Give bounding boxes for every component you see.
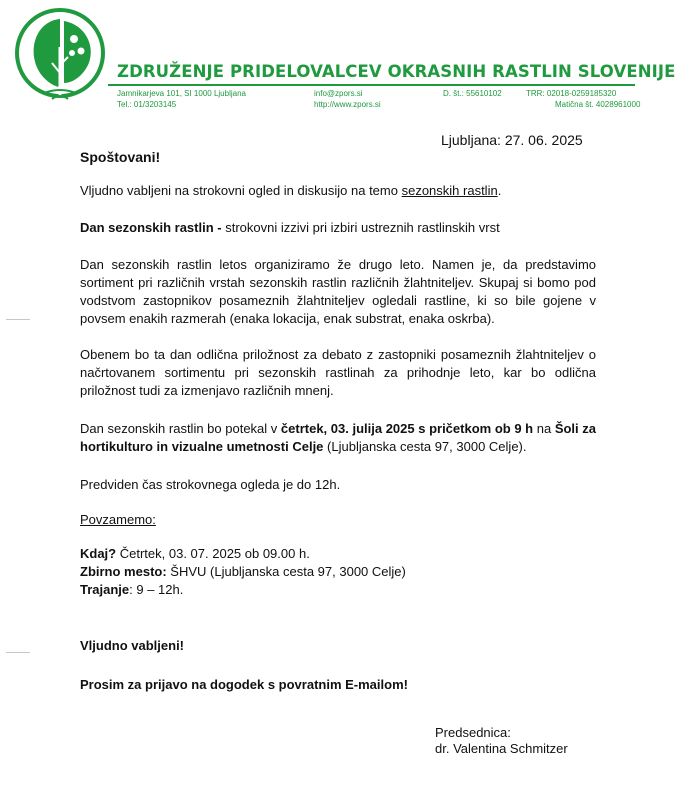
rsvp-request: Prosim za prijavo na dogodek s povratnim E-mailom!: [80, 677, 408, 692]
summary-when: Kdaj? Četrtek, 03. 07. 2025 ob 09.00 h.: [80, 546, 310, 561]
bank-account: TRR: 02018-0259185320: [526, 89, 617, 98]
paragraph-2: Obenem bo ta dan odlična priložnost za debato z zastopniki posameznih žlahtniteljev o načrtovanem sortimentu pri sezonskih rastlinah za prihodnje leto, kar bo odlična priložnost tudi za izmenjavo različnih mnenj.: [80, 347, 596, 398]
registration-number: Matična št. 4028961000: [555, 100, 641, 109]
signature-name: dr. Valentina Schmitzer: [435, 741, 568, 756]
signature-title: Predsednica:: [435, 725, 511, 740]
margin-mark: [6, 319, 30, 320]
email-link[interactable]: info@zpors.si: [314, 89, 363, 98]
summary-heading: Povzamemo:: [80, 512, 156, 527]
logo-leaf-right: [64, 21, 91, 83]
association-logo: [14, 7, 106, 103]
event-date: četrtek, 03. julija 2025 s pričetkom ob 9 h: [280, 421, 534, 436]
address: Jamnikarjeva 101, SI 1000 Ljubljana: [117, 89, 246, 98]
intro-paragraph: Vljudno vabljeni na strokovni ogled in diskusijo na temo sezonskih rastlin.: [80, 183, 502, 198]
closing-welcome: Vljudno vabljeni!: [80, 638, 185, 653]
header-rule: [108, 84, 635, 86]
website-link[interactable]: http://www.zpors.si: [314, 100, 381, 109]
logo-leaf-left: [34, 19, 60, 87]
paragraph-3: Dan sezonskih rastlin bo potekal v četrtek, 03. julija 2025 s pričetkom ob 9 h na Šoli za hortikulturo in vizualne umetnosti Celje (Ljubljanska cesta 97, 3000 Celje).: [80, 421, 596, 454]
paragraph-4: Predviden čas strokovnega ogleda je do 12h.: [80, 477, 341, 492]
vat-id: D. št.: 55610102: [443, 89, 502, 98]
place-date: Ljubljana: 27. 06. 2025: [441, 132, 583, 148]
paragraph-1: Dan sezonskih rastlin letos organiziramo že drugo leto. Namen je, da predstavimo sortiment pri različnih vrstah sezonskih rastlin različnih žlahtniteljev. Skupaj si bomo pod vodstvom zastopnikov posameznih žlahtniteljev ogledali rastline, ki so bile gojene v povsem enakih razmerah (enaka lokacija, enak substrat, enaka oskrba).: [80, 257, 596, 326]
salutation: Spoštovani!: [80, 149, 161, 165]
summary-where: Zbirno mesto: ŠHVU (Ljubljanska cesta 97, 3000 Celje): [80, 564, 406, 579]
phone: Tel.: 01/3203145: [117, 100, 177, 109]
subject-line: Dan sezonskih rastlin - strokovni izzivi pri izbiri ustreznih rastlinskih vrst: [80, 220, 500, 235]
topic-underlined: sezonskih rastlin: [401, 183, 498, 198]
margin-mark: [6, 652, 30, 653]
summary-duration: Trajanje: 9 – 12h.: [80, 582, 184, 597]
event-venue: Šoli za hortikulturo in vizualne umetnosti Celje: [80, 421, 596, 454]
organization-name: ZDRUŽENJE PRIDELOVALCEV OKRASNIH RASTLIN SLOVENIJE: [117, 62, 676, 81]
